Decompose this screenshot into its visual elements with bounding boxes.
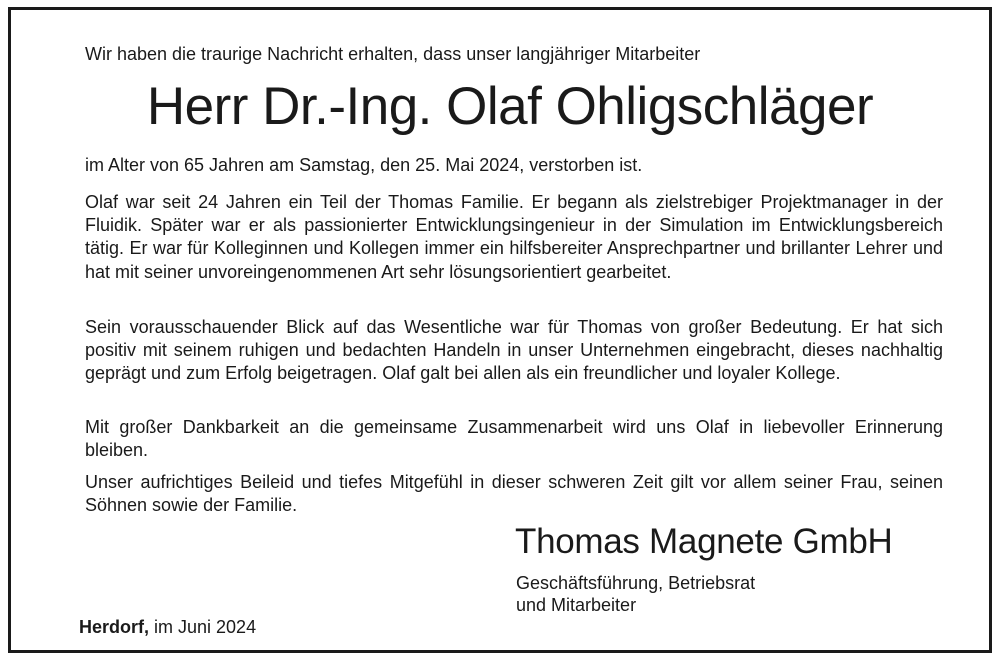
signatory-line: und Mitarbeiter [516, 595, 637, 615]
signatories [516, 572, 755, 616]
place-name: Herdorf, [79, 617, 150, 637]
age-line: im Alter von 65 Jahren am Samstag, den 25. Mai 2024, verstorben ist. [85, 155, 643, 175]
notice-frame [8, 7, 992, 653]
date-text: im Juni 2024 [149, 617, 257, 637]
place-date [79, 617, 256, 638]
paragraph: Unser aufrichtiges Beileid und tiefes Mitgefühl in dieser schweren Zeit gilt vor allem seiner Frau, seinen Söhnen sowie der Familie. [85, 472, 943, 516]
deceased-name: Herr Dr.-Ing. Olaf Ohligschläger [146, 77, 874, 136]
signatory-line: Geschäftsführung, Betriebsrat [516, 573, 756, 593]
paragraph: Mit großer Dankbarkeit an die gemeinsame Zusammenarbeit wird uns Olaf in liebevoller Erinnerung bleiben. [85, 417, 943, 461]
paragraph: Olaf war seit 24 Jahren ein Teil der Thomas Familie. Er begann als zielstrebiger Projektmanager in der Fluidik. Später war er als passionierter Entwicklungsingenieur in der Simulation im Entwicklungsbereich tätig. Er war für Kolleginnen und Kollegen immer ein hilfsbereiter Ansprechpartner und brillanter Lehrer und hat mit seiner unvoreingenommenen Art sehr lösungsorientiert gearbeitet. [85, 192, 943, 282]
intro-text: Wir haben die traurige Nachricht erhalten, dass unser langjähriger Mitarbeiter [85, 44, 701, 64]
company-name: Thomas Magnete GmbH [515, 522, 893, 561]
paragraph: Sein vorausschauender Blick auf das Wesentliche war für Thomas von großer Bedeutung. Er hat sich positiv mit seinem ruhigen und bedachten Handeln in unser Unternehmen eingebracht, dieses nachhaltig geprägt und zum Erfolg beigetragen. Olaf galt bei allen als ein freundlicher und loyaler Kollege. [85, 317, 943, 384]
